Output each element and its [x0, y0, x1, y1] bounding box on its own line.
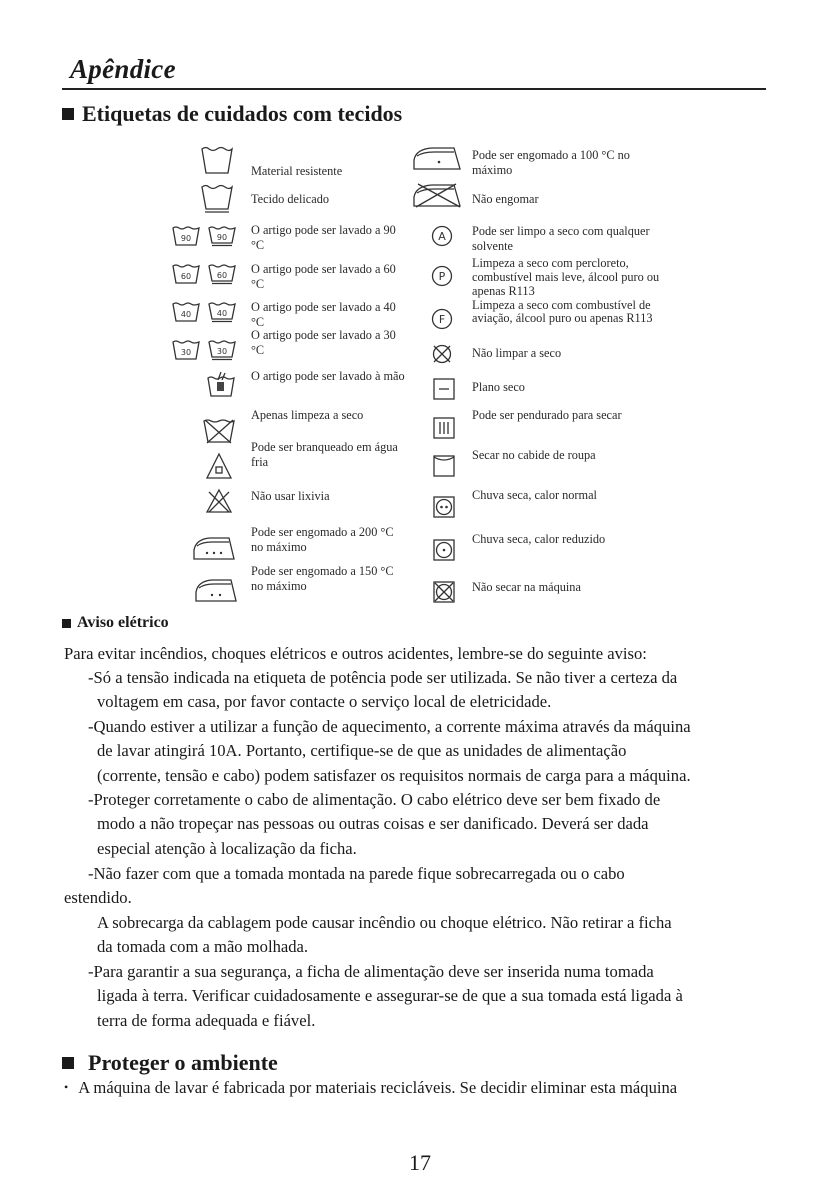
- care-label: Não usar lixivia: [251, 489, 330, 503]
- paragraph-line: -Não fazer com que a tomada montada na parede fique sobrecarregada ou o cabo: [88, 864, 625, 883]
- care-label: Limpeza a seco com percloreto, combustível mais leve, álcool puro ou apenas R113: [472, 256, 660, 299]
- paragraph-line: especial atenção à localização da ficha.: [97, 839, 357, 858]
- care-label: Secar no cabide de roupa: [472, 448, 596, 462]
- paragraph-line: terra de forma adequada e fiável.: [97, 1011, 316, 1030]
- washtub-40-icon: [172, 301, 238, 323]
- care-label: Tecido delicado: [251, 192, 330, 206]
- paragraph-line: voltagem em casa, por favor contacte o serviço local de eletricidade.: [97, 692, 552, 711]
- care-labels-heading: [62, 101, 402, 127]
- no-dry-clean-icon: [431, 343, 453, 365]
- washtub-delicate-icon: [200, 183, 234, 215]
- care-label: Não limpar a seco: [472, 346, 562, 360]
- square-bullet-icon: [62, 1057, 74, 1069]
- square-bullet-icon: [62, 108, 74, 120]
- svg-text:40: 40: [180, 310, 192, 319]
- hand-wash-icon: [207, 370, 235, 398]
- no-bleach-icon: [205, 488, 233, 514]
- svg-text:40: 40: [216, 309, 228, 318]
- care-label: O artigo pode ser lavado a 90 °C: [251, 223, 396, 252]
- do-not-wash-icon: [203, 418, 235, 444]
- washtub-60-icon: [172, 263, 238, 285]
- svg-text:60: 60: [216, 271, 228, 280]
- bullet-dot-icon: •: [64, 1080, 69, 1094]
- paragraph-line: estendido.: [64, 888, 132, 907]
- environment-text: A máquina de lavar é fabricada por materiais recicláveis. Se decidir eliminar esta máquina: [78, 1078, 678, 1097]
- paragraph-line: -Quando estiver a utilizar a função de aquecimento, a corrente máxima através da máquina: [88, 717, 691, 736]
- svg-text:P: P: [438, 270, 446, 283]
- care-label: Plano seco: [472, 380, 525, 394]
- environment-heading: [62, 1050, 278, 1076]
- paragraph-line: modo a não tropeçar nas pessoas ou outras coisas e ser danificado. Deverá ser dada: [97, 814, 649, 833]
- care-label: Pode ser pendurado para secar: [472, 408, 622, 422]
- washtub-icon: [200, 145, 234, 175]
- care-label: O artigo pode ser lavado à mão: [251, 369, 405, 383]
- svg-text:60: 60: [180, 272, 192, 281]
- iron-100-icon: [412, 145, 462, 171]
- square-bullet-icon: [62, 619, 71, 628]
- page-number: 17: [409, 1150, 431, 1175]
- tumble-dry-normal-icon: [433, 496, 455, 518]
- care-label: O artigo pode ser lavado a 30 °C: [251, 328, 396, 357]
- care-label: Pode ser engomado a 150 °C no máximo: [251, 564, 394, 593]
- paragraph-line: (corrente, tensão e cabo) podem satisfazer os requisitos normais de carga para a máquina.: [97, 766, 691, 785]
- care-label: Pode ser branqueado em água fria: [251, 440, 398, 469]
- svg-text:F: F: [438, 313, 446, 326]
- care-label: Chuva seca, calor reduzido: [472, 532, 606, 546]
- environment-heading-text: Proteger o ambiente: [88, 1050, 278, 1075]
- dry-clean-f-icon: [431, 308, 453, 330]
- paragraph-line: Para evitar incêndios, choques elétricos e outros acidentes, lembre-se do seguinte aviso:: [64, 644, 647, 663]
- title-divider: [62, 88, 766, 90]
- care-label: Pode ser engomado a 100 °C no máximo: [472, 148, 630, 177]
- care-label: Pode ser engomado a 200 °C no máximo: [251, 525, 394, 554]
- paragraph-line: -Para garantir a sua segurança, a ficha de alimentação deve ser inserida numa tomada: [88, 962, 654, 981]
- dry-clean-p-icon: [431, 265, 453, 287]
- no-iron-icon: [412, 182, 462, 208]
- electrical-warning-heading-text: Aviso elétrico: [77, 614, 169, 631]
- environment-bullet-item: [64, 1076, 677, 1101]
- care-label: O artigo pode ser lavado a 60 °C: [251, 262, 396, 291]
- tumble-dry-low-icon: [433, 539, 455, 561]
- iron-200-icon: [192, 535, 236, 561]
- care-label: Material resistente: [251, 164, 343, 178]
- no-tumble-dry-icon: [433, 581, 455, 603]
- care-label: O artigo pode ser lavado a 40 °C: [251, 300, 396, 329]
- care-label: Não engomar: [472, 192, 539, 206]
- page-title: Apêndice: [70, 54, 176, 84]
- paragraph-line: da tomada com a mão molhada.: [97, 937, 309, 956]
- paragraph-line: -Proteger corretamente o cabo de alimentação. O cabo elétrico deve ser bem fixado de: [88, 790, 661, 809]
- svg-text:90: 90: [180, 234, 192, 243]
- care-label: Limpeza a seco com combustível de aviação, álcool puro ou apenas R113: [472, 298, 653, 325]
- svg-text:30: 30: [180, 348, 192, 357]
- care-labels-heading-text: Etiquetas de cuidados com tecidos: [82, 101, 403, 126]
- paragraph-line: ligada à terra. Verificar cuidadosamente e assegurar-se de que a sua tomada está ligada à: [97, 986, 683, 1005]
- paragraph-line: A sobrecarga da cablagem pode causar incêndio ou choque elétrico. Não retirar a ficha: [97, 913, 672, 932]
- care-label: Não secar na máquina: [472, 580, 581, 594]
- flat-dry-icon: [433, 378, 455, 400]
- paragraph-line: -Só a tensão indicada na etiqueta de potência pode ser utilizada. Se não tiver a certeza da: [88, 668, 678, 687]
- paragraph-line: de lavar atingirá 10A. Portanto, certifique-se de que as unidades de alimentação: [97, 741, 627, 760]
- dry-clean-a-icon: [431, 225, 453, 247]
- washtub-90-icon: [172, 225, 238, 247]
- care-label: Apenas limpeza a seco: [251, 408, 364, 422]
- care-label: Chuva seca, calor normal: [472, 488, 597, 502]
- svg-text:90: 90: [216, 233, 228, 242]
- washtub-30-icon: [172, 339, 238, 361]
- line-dry-icon: [433, 455, 455, 477]
- drip-dry-icon: [433, 417, 455, 439]
- iron-150-icon: [194, 577, 238, 603]
- care-label: Pode ser limpo a seco com qualquer solvente: [472, 224, 650, 253]
- bleach-cold-icon: [205, 452, 233, 480]
- electrical-warning-heading: [62, 614, 169, 632]
- svg-text:30: 30: [216, 347, 228, 356]
- svg-text:A: A: [438, 230, 446, 243]
